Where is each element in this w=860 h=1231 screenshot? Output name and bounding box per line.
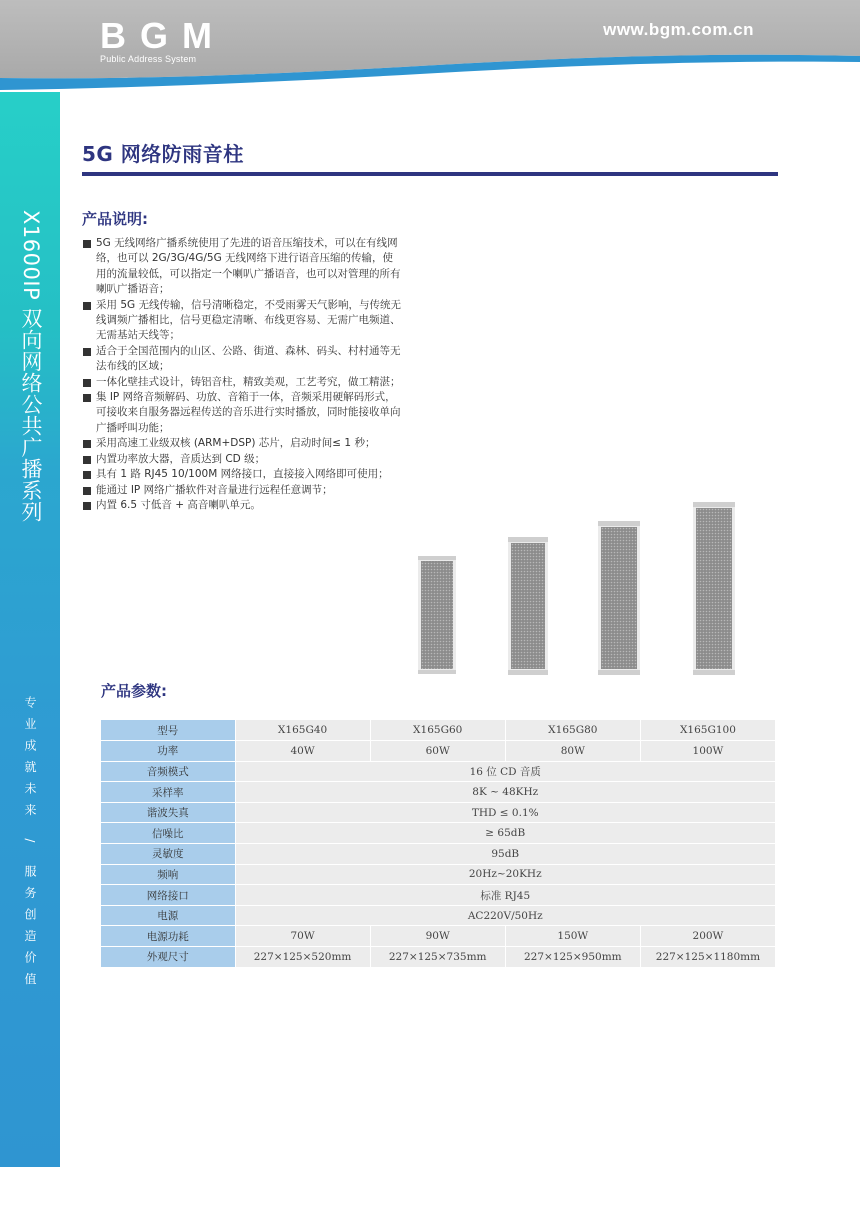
series-title: X1600IP 双向网络公共广播系列 bbox=[19, 210, 43, 523]
table-cell: 60W bbox=[370, 741, 505, 762]
table-row bbox=[101, 782, 776, 803]
table-cell: ≥ 65dB bbox=[235, 823, 776, 844]
table-row bbox=[101, 926, 776, 947]
site-url[interactable]: www.bgm.com.cn bbox=[603, 20, 754, 39]
square-bullet-icon bbox=[83, 348, 91, 356]
description-heading: 产品说明: bbox=[82, 210, 148, 228]
square-bullet-icon bbox=[83, 302, 91, 310]
speaker-image-80w bbox=[598, 521, 640, 675]
square-bullet-icon bbox=[83, 440, 91, 448]
square-bullet-icon bbox=[83, 394, 91, 402]
table-cell: 16 位 CD 音质 bbox=[235, 761, 776, 782]
list-item: 内置 6.5 寸低音 + 高音喇叭单元。 bbox=[82, 498, 402, 513]
table-cell: 150W bbox=[505, 926, 640, 947]
table-row bbox=[101, 844, 776, 865]
row-label: 信噪比 bbox=[101, 823, 235, 844]
table-row bbox=[101, 864, 776, 885]
table-cell: 200W bbox=[640, 926, 775, 947]
speaker-image-100w bbox=[693, 502, 735, 675]
table-row bbox=[101, 823, 776, 844]
row-label: 频响 bbox=[101, 864, 235, 885]
row-label: 网络接口 bbox=[101, 885, 235, 906]
brand-logo bbox=[100, 15, 226, 65]
table-cell: 100W bbox=[640, 741, 775, 762]
page-title: 5G 网络防雨音柱 bbox=[82, 142, 244, 166]
table-cell: 227×125×520mm bbox=[235, 947, 370, 968]
table-cell: 95dB bbox=[235, 844, 776, 865]
square-bullet-icon bbox=[83, 487, 91, 495]
table-cell: 20Hz~20KHz bbox=[235, 864, 776, 885]
table-cell: X165G80 bbox=[505, 720, 640, 741]
table-row bbox=[101, 761, 776, 782]
table-row bbox=[101, 720, 776, 741]
square-bullet-icon bbox=[83, 240, 91, 248]
table-cell: X165G100 bbox=[640, 720, 775, 741]
list-item: 集 IP 网络音频解码、功放、音箱于一体，音频采用硬解码形式，可接收来自服务器远程传送的音乐进行实时播放，同时能接收单向广播呼叫功能； bbox=[82, 390, 402, 436]
logo-text: BGM bbox=[100, 15, 226, 56]
table-row bbox=[101, 885, 776, 906]
table-cell: X165G60 bbox=[370, 720, 505, 741]
table-cell: 70W bbox=[235, 926, 370, 947]
table-cell: 标准 RJ45 bbox=[235, 885, 776, 906]
logo-subtitle: Public Address System bbox=[100, 54, 197, 64]
list-item: 适合于全国范围内的山区、公路、街道、森林、码头、村村通等无法布线的区域； bbox=[82, 344, 402, 375]
list-item: 一体化壁挂式设计，铸铝音柱，精致美观，工艺考究，做工精湛； bbox=[82, 375, 402, 390]
sidebar-slogan: 专业成就未来 / 服务创造价值 bbox=[23, 696, 37, 995]
table-cell: 227×125×735mm bbox=[370, 947, 505, 968]
page-header bbox=[0, 0, 860, 92]
row-label: 功率 bbox=[101, 741, 235, 762]
table-cell: AC220V/50Hz bbox=[235, 905, 776, 926]
row-label: 电源功耗 bbox=[101, 926, 235, 947]
row-label: 外观尺寸 bbox=[101, 947, 235, 968]
row-label: 谐波失真 bbox=[101, 802, 235, 823]
square-bullet-icon bbox=[83, 379, 91, 387]
square-bullet-icon bbox=[83, 471, 91, 479]
row-label: 电源 bbox=[101, 905, 235, 926]
title-divider bbox=[82, 172, 778, 176]
list-item: 内置功率放大器，音质达到 CD 级； bbox=[82, 452, 402, 467]
row-label: 音频模式 bbox=[101, 761, 235, 782]
table-row bbox=[101, 741, 776, 762]
table-cell: 40W bbox=[235, 741, 370, 762]
description-list bbox=[82, 236, 402, 513]
table-cell: THD ≤ 0.1% bbox=[235, 802, 776, 823]
speaker-image-60w bbox=[508, 537, 548, 675]
table-row bbox=[101, 802, 776, 823]
table-cell: 8K ~ 48KHz bbox=[235, 782, 776, 803]
table-cell: X165G40 bbox=[235, 720, 370, 741]
list-item: 采用高速工业级双核 (ARM+DSP) 芯片，启动时间≤ 1 秒； bbox=[82, 436, 402, 451]
row-label: 灵敏度 bbox=[101, 844, 235, 865]
table-row bbox=[101, 905, 776, 926]
table-cell: 80W bbox=[505, 741, 640, 762]
params-heading: 产品参数: bbox=[101, 682, 167, 700]
square-bullet-icon bbox=[83, 502, 91, 510]
page-number: 41 bbox=[24, 1216, 36, 1230]
table-cell: 227×125×950mm bbox=[505, 947, 640, 968]
square-bullet-icon bbox=[83, 456, 91, 464]
list-item: 采用 5G 无线传输，信号清晰稳定，不受雨雾天气影响，与传统无线调频广播相比，信号更稳定清晰、布线更容易、无需广电频道、无需基站天线等； bbox=[82, 298, 402, 344]
table-cell: 90W bbox=[370, 926, 505, 947]
list-item: 具有 1 路 RJ45 10/100M 网络接口，直接接入网络即可使用； bbox=[82, 467, 402, 482]
table-row bbox=[101, 947, 776, 968]
row-label: 型号 bbox=[101, 720, 235, 741]
list-item: 能通过 IP 网络广播软件对音量进行远程任意调节； bbox=[82, 483, 402, 498]
spec-table bbox=[101, 720, 776, 968]
table-cell: 227×125×1180mm bbox=[640, 947, 775, 968]
row-label: 采样率 bbox=[101, 782, 235, 803]
left-sidebar bbox=[0, 92, 60, 1230]
list-item: 5G 无线网络广播系统使用了先进的语音压缩技术，可以在有线网络，也可以 2G/3G/4G/5G 无线网络下进行语音压缩的传输，使用的流量较低，可以指定一个喇叭广播语音，也可以对管理的所有喇叭广播语音； bbox=[82, 236, 402, 298]
speaker-image-40w bbox=[418, 556, 456, 674]
